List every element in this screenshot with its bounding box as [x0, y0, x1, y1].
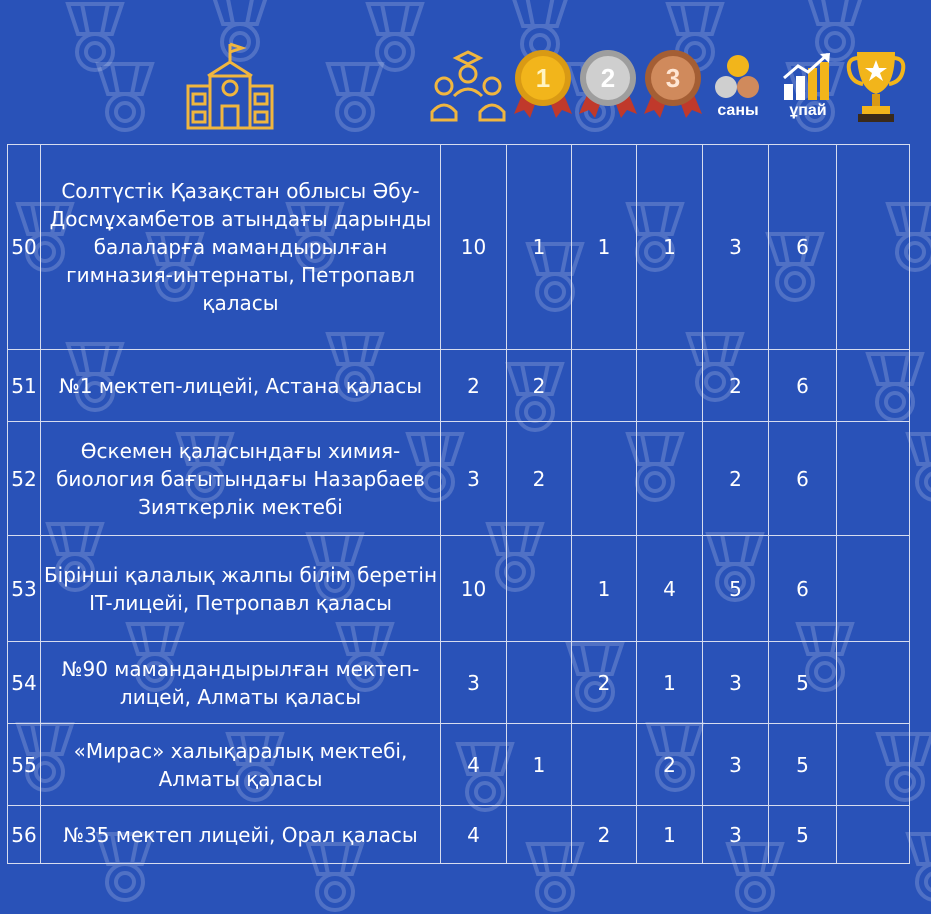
medal-total-cell: 5: [703, 536, 769, 642]
header-icons: [0, 0, 931, 140]
medal-count-label: саны: [717, 102, 759, 119]
gold-count-cell: 2: [507, 422, 572, 536]
rank-cell: 53: [8, 536, 41, 642]
school-name-cell: №90 мамандандырылған мектеп-лицей, Алматы қаласы: [41, 642, 441, 724]
silver-medal-icon: [575, 48, 641, 120]
gold-count-cell: [507, 536, 572, 642]
table-row: [8, 350, 910, 422]
medal-total-cell: 3: [703, 642, 769, 724]
medal-total-cell: 3: [703, 724, 769, 806]
gold-count-cell: [507, 806, 572, 864]
silver-count-cell: 2: [572, 806, 637, 864]
participants-cell: 10: [441, 145, 507, 350]
bronze-medal-icon: [640, 48, 706, 120]
table-row: [8, 536, 910, 642]
points-cell: 5: [769, 642, 837, 724]
rank-cell: 50: [8, 145, 41, 350]
rank-cell: 55: [8, 724, 41, 806]
school-name-cell: Өскемен қаласындағы химия-биология бағытындағы Назарбаев Зияткерлік мектебі: [41, 422, 441, 536]
participants-icon: [430, 48, 506, 124]
svg-text:2: 2: [600, 63, 616, 93]
school-name-cell: «Мирас» халықаралық мектебі, Алматы қаласы: [41, 724, 441, 806]
svg-text:1: 1: [535, 63, 551, 93]
gold-count-cell: 1: [507, 724, 572, 806]
place-cell: [837, 724, 910, 806]
points-cell: 6: [769, 350, 837, 422]
medal-total-cell: 3: [703, 806, 769, 864]
bronze-count-cell: 4: [637, 536, 703, 642]
place-cell: [837, 422, 910, 536]
bronze-count-cell: [637, 422, 703, 536]
school-name-cell: Солтүстік Қазақстан облысы Әбу-Досмұхамбетов атындағы дарынды балаларға мамандырылған гимназия-интернаты, Петропавл қаласы: [41, 145, 441, 350]
bronze-count-cell: 1: [637, 642, 703, 724]
rank-cell: 54: [8, 642, 41, 724]
school-name-cell: №1 мектеп-лицейі, Астана қаласы: [41, 350, 441, 422]
results-table: [7, 144, 910, 864]
gold-count-cell: [507, 642, 572, 724]
participants-cell: 4: [441, 806, 507, 864]
medal-count-icon: [708, 54, 768, 102]
participants-cell: 2: [441, 350, 507, 422]
bronze-count-cell: 1: [637, 806, 703, 864]
points-cell: 5: [769, 806, 837, 864]
bronze-count-cell: 1: [637, 145, 703, 350]
medal-total-cell: 3: [703, 145, 769, 350]
school-name-cell: №35 мектеп лицейі, Орал қаласы: [41, 806, 441, 864]
place-cell: [837, 642, 910, 724]
table-row: [8, 642, 910, 724]
points-cell: 6: [769, 145, 837, 350]
participants-cell: 3: [441, 642, 507, 724]
trophy-icon: [845, 48, 907, 124]
svg-text:3: 3: [665, 63, 681, 93]
bronze-count-cell: 2: [637, 724, 703, 806]
rank-cell: 52: [8, 422, 41, 536]
table-row: [8, 806, 910, 864]
table-row: [8, 724, 910, 806]
rank-cell: 51: [8, 350, 41, 422]
silver-count-cell: [572, 422, 637, 536]
silver-count-cell: [572, 350, 637, 422]
place-cell: [837, 806, 910, 864]
medal-total-cell: 2: [703, 422, 769, 536]
points-cell: 6: [769, 422, 837, 536]
school-building-icon: [186, 40, 274, 132]
silver-count-cell: [572, 724, 637, 806]
place-cell: [837, 145, 910, 350]
points-label: ұпай: [789, 102, 827, 119]
gold-medal-icon: [510, 48, 576, 120]
rank-cell: 56: [8, 806, 41, 864]
points-cell: 6: [769, 536, 837, 642]
gold-count-cell: 2: [507, 350, 572, 422]
table-row: [8, 145, 910, 350]
points-chart-icon: [782, 52, 834, 102]
medal-total-cell: 2: [703, 350, 769, 422]
participants-cell: 4: [441, 724, 507, 806]
bronze-count-cell: [637, 350, 703, 422]
silver-count-cell: 1: [572, 145, 637, 350]
place-cell: [837, 536, 910, 642]
points-cell: 5: [769, 724, 837, 806]
participants-cell: 10: [441, 536, 507, 642]
place-cell: [837, 350, 910, 422]
school-name-cell: Бірінші қалалық жалпы білім беретін IT-лицейі, Петропавл қаласы: [41, 536, 441, 642]
gold-count-cell: 1: [507, 145, 572, 350]
table-row: [8, 422, 910, 536]
silver-count-cell: 2: [572, 642, 637, 724]
participants-cell: 3: [441, 422, 507, 536]
silver-count-cell: 1: [572, 536, 637, 642]
